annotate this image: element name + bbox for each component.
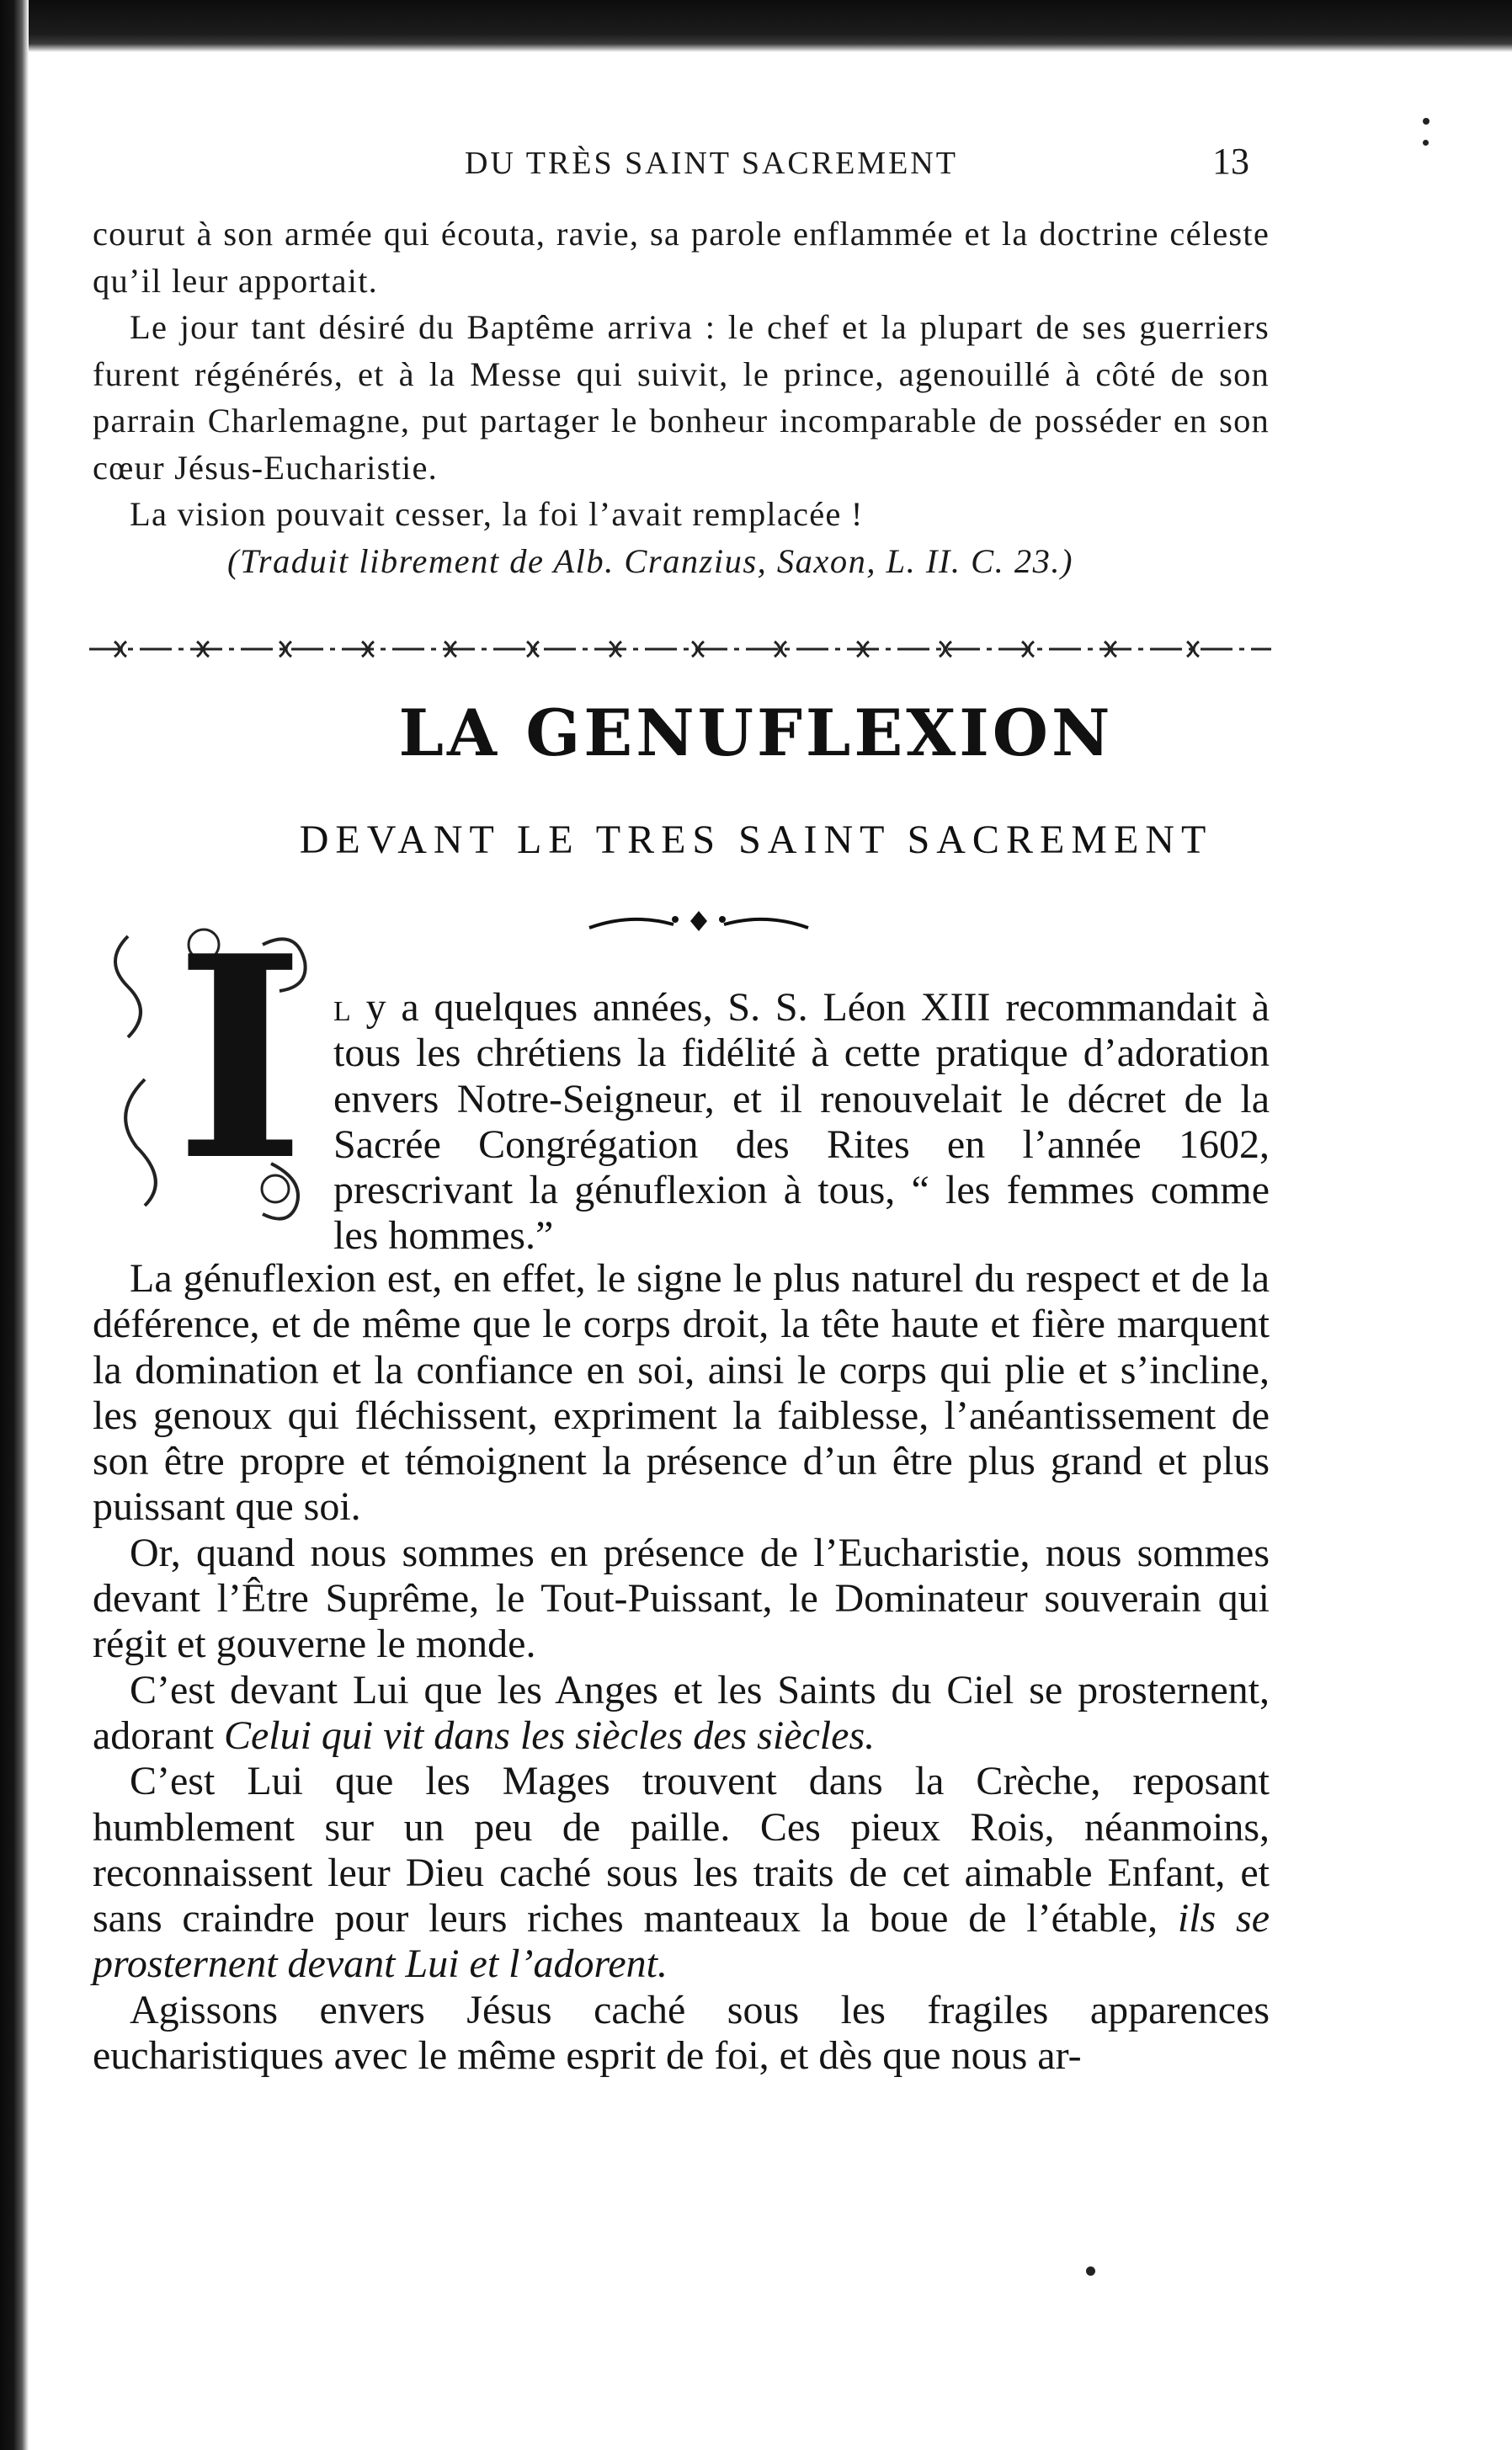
intro-paragraph-3: La vision pouvait cesser, la foi l’avait remplacée ! bbox=[130, 495, 864, 533]
running-head: DU TRÈS SAINT SACREMENT bbox=[465, 146, 958, 181]
body-paragraph-4 bbox=[93, 1759, 1270, 1987]
body-paragraph-4-italic: ils se prosternent devant Lui et l’adorent. bbox=[93, 1896, 1270, 1987]
ornament-rule bbox=[581, 908, 817, 938]
citation: (Traduit librement de Alb. Cranzius, Saxon, L. II. C. 23.) bbox=[227, 541, 1074, 580]
intro-text bbox=[93, 210, 1270, 584]
drop-cap bbox=[94, 895, 347, 1231]
drop-cap-letter: I bbox=[175, 895, 306, 1222]
ornament-band bbox=[89, 636, 1271, 662]
body-paragraph-3-text: C’est devant Lui que les Anges et les Saints du Ciel se prosternent, adorant bbox=[93, 1667, 1270, 1758]
body-paragraph-1: La génuflexion est, en effet, le signe le plus naturel du respect et de la déférence, et de même que le corps droit, la tête haute et fière marquent la domination et la confiance en soi, ainsi le corps qui plie et s’incline, les genoux qui fléchissent, expriment la faiblesse, l’anéantissement de son être propre et témoignent la présence d’un être plus grand et plus puissant que soi. bbox=[93, 1256, 1270, 1530]
dropcap-paragraph-text: y a quelques années, S. S. Léon XIII recommandait à tous les chrétiens la fidélité à cette pratique d’adoration envers Notre-Seigneur, et il renouvelait le décret de la Sacrée Congrégation des Rites en l’année 1602, prescrivant la génuflexion à tous, “ les femmes comme les hommes.” bbox=[333, 985, 1270, 1259]
intro-paragraph-1: courut à son armée qui écouta, ravie, sa parole enflammée et la doctrine céleste qu’il leur apportait. bbox=[93, 215, 1270, 300]
body-paragraph-2: Or, quand nous sommes en présence de l’Eucharistie, nous sommes devant l’Être Suprême, le Tout-Puissant, le Dominateur souverain qui régit et gouverne le monde. bbox=[93, 1530, 1270, 1667]
dropcap-paragraph bbox=[333, 985, 1270, 1260]
section-subtitle: DEVANT LE TRES SAINT SACREMENT bbox=[299, 818, 1213, 862]
body-paragraph-4-text: C’est Lui que les Mages trouvent dans la Crèche, reposant humblement sur un peu de paille. Ces pieux Rois, néanmoins, reconnaissent leur Dieu caché sous les traits de cet aimable Enfant, et sans craindre pour leurs riches manteaux la boue de l’étable, bbox=[93, 1759, 1270, 1941]
main-body bbox=[93, 1256, 1270, 2079]
first-word-rest: l bbox=[333, 985, 351, 1030]
body-paragraph-3-italic: Celui qui vit dans les siècles des siècles. bbox=[223, 1712, 876, 1758]
section-title: LA GENUFLEXION bbox=[398, 695, 1114, 770]
body-paragraph-5: Agissons envers Jésus caché sous les fragiles apparences eucharistiques avec le même esprit de foi, et dès que nous ar- bbox=[93, 1987, 1270, 2079]
intro-paragraph-2: Le jour tant désiré du Baptême arriva : le chef et la plupart de ses guerriers furent régénérés, et à la Messe qui suivit, le prince, agenouillé à côté de son parrain Charlemagne, put partager le bonheur incomparable de posséder en son cœur Jésus-Eucharistie. bbox=[93, 308, 1270, 487]
body-paragraph-3 bbox=[93, 1668, 1270, 1760]
page-number: 13 bbox=[1212, 141, 1249, 182]
